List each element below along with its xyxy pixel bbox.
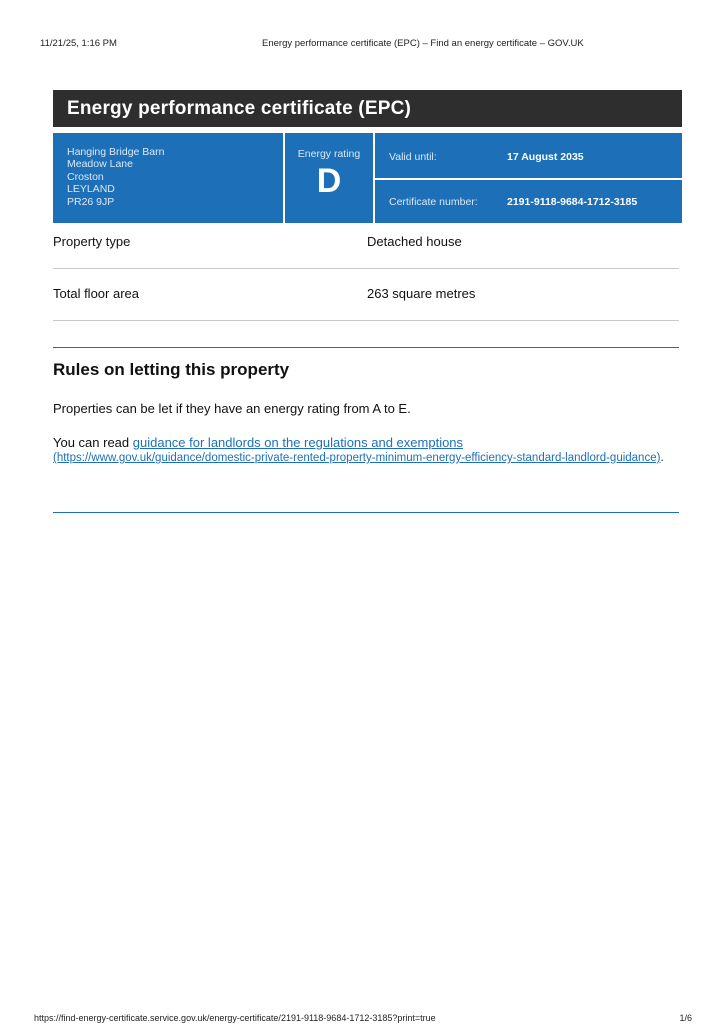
energy-rating-label: Energy rating (297, 148, 361, 160)
epc-title-banner: Energy performance certificate (EPC) (53, 90, 682, 127)
valid-until-cell (375, 133, 682, 178)
certificate-number-cell (375, 180, 682, 223)
valid-until-label: Valid until: (389, 151, 437, 163)
address-line: Croston (67, 170, 104, 183)
divider (53, 268, 679, 269)
address-line: Hanging Bridge Barn (67, 146, 165, 158)
divider (53, 320, 679, 321)
guidance-paragraph (53, 435, 673, 466)
landlord-guidance-url[interactable] (53, 452, 673, 466)
letting-rules-text: Properties can be let if they have an energy rating from A to E. (53, 401, 411, 416)
address-line: LEYLAND (67, 183, 115, 196)
landlord-guidance-link[interactable]: guidance for landlords on the regulations and exemptions (132, 435, 464, 450)
print-footer-url: https://find-energy-certificate.service.gov.uk/energy-certificate/2191-9118-9684-1712-3185?print=true (34, 1013, 436, 1023)
floor-area-label: Total floor area (53, 286, 139, 301)
guidance-suffix: . (660, 452, 664, 464)
property-type-value: Detached house (367, 234, 462, 249)
section-divider (53, 347, 679, 348)
guidance-url-text[interactable]: (https://www.gov.uk/guidance/domestic-private-rented-property-minimum-energy-efficiency-standard-landlord-guidance) (53, 452, 661, 464)
property-address (53, 133, 283, 223)
epc-summary-box (53, 133, 682, 223)
energy-rating-cell (285, 133, 373, 223)
energy-rating-value: D (316, 162, 342, 200)
address-line: PR26 9JP (67, 195, 115, 208)
certificate-number-label: Certificate number: (389, 196, 478, 208)
print-datetime: 11/21/25, 1:16 PM (40, 38, 117, 49)
page-number: 1/6 (679, 1013, 692, 1023)
print-footer (34, 1013, 692, 1024)
property-type-label: Property type (53, 234, 131, 249)
print-header (40, 38, 684, 52)
floor-area-value: 263 square metres (367, 286, 476, 301)
address-line: Meadow Lane (67, 158, 133, 171)
print-page-title: Energy performance certificate (EPC) – Find an energy certificate – GOV.UK (262, 38, 584, 49)
certificate-number-value: 2191-9118-9684-1712-3185 (507, 196, 638, 208)
section-divider (53, 512, 679, 513)
guidance-prefix: You can read (53, 435, 133, 450)
valid-until-value: 17 August 2035 (507, 151, 584, 163)
letting-rules-heading: Rules on letting this property (53, 360, 290, 379)
